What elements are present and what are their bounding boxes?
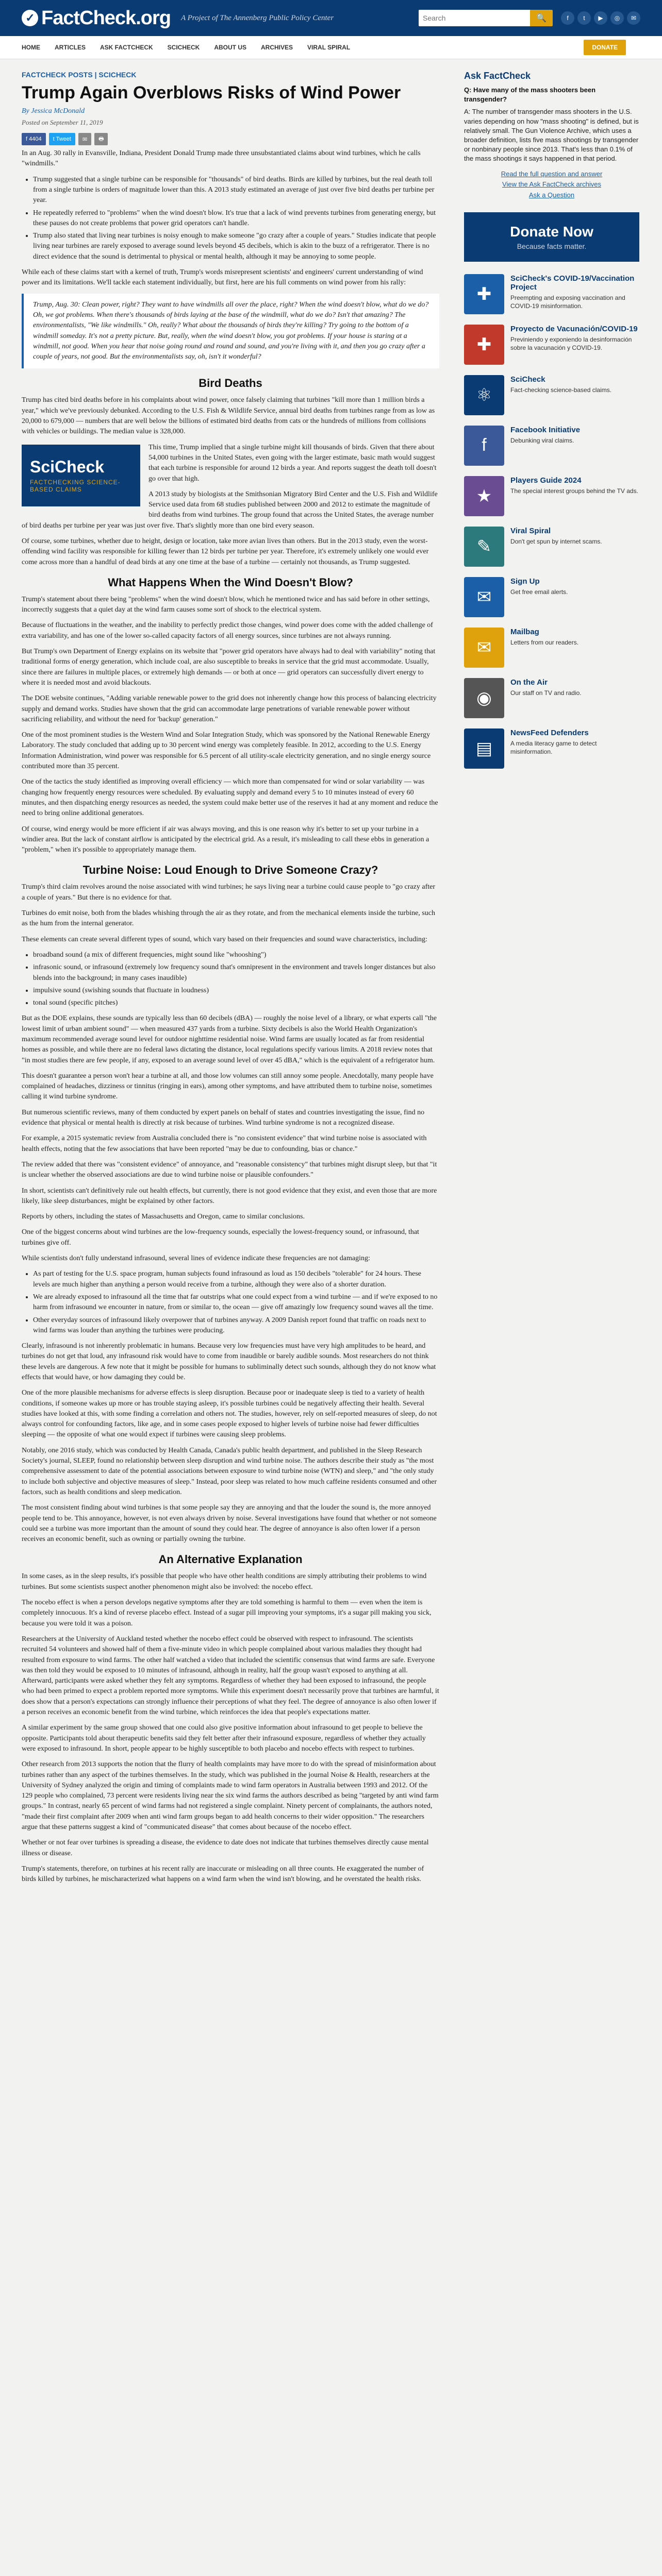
site-logo[interactable] xyxy=(22,7,171,29)
paragraph: This doesn't guarantee a person won't hear a turbine at all, and those low volumes can still annoy some people. Anecdotally, many people have complained of headaches, dizziness or tinnitus (ringing in ears), among other symptoms, and have attributed them to turbine noise, sometimes calling it wind turbine syndrome. xyxy=(22,1072,434,1101)
facebook-icon[interactable]: f xyxy=(561,11,574,25)
list-item: • Trump suggested that a single turbine can be responsible for "thousands" of bird deaths. Birds are killed by turbines, but the real death toll from a single turbine is orders of magnitude lower than this. A 2013 study estimated an average of just over five bird deaths per turbine per year. xyxy=(33,175,439,206)
paragraph: Reports by others, including the states of Massachusetts and Oregon, came to similar conclusions. xyxy=(22,1213,305,1221)
promo-description: Fact-checking science-based claims. xyxy=(510,386,612,394)
promo-item[interactable] xyxy=(464,678,639,718)
checkmark-icon: ✓ xyxy=(22,10,38,26)
main-nav xyxy=(0,36,662,59)
paragraph: Other research from 2013 supports the notion that the flurry of health complaints may have more to do with the spread of misinformation about turbines rather than any aspect of the turbines themselves. In the study, which was published in the journal Noise & Health, researchers at the University of Sydney analyzed the origin and timing of complaints made to wind farm operators in Australia between 1993 and 2012. Of the 129 people who complained, 73 percent were residents living near the six wind farms the authors described as being "targeted by anti wind farm groups." In contrast, nearly 65 percent of wind farms had not registered a single complaint. Ninety percent of complainants, the authors noted, "made their first complaint after 2009 when anti wind farm groups began to add health concerns to their wider opposition." The researchers argue that these patterns suggest a kind of "communicated disease" that comes about because of the nocebo effect. xyxy=(22,1760,439,1831)
paragraph: One of the biggest concerns about wind turbines are the low-frequency sounds, especially the lowest-frequency sound, or infrasound, that turbines give off. xyxy=(22,1228,419,1247)
paragraph: But as the DOE explains, these sounds are typically less than 60 decibels (dBA) — roughly the noise level of a library, or what experts call "the lowest limit of urban ambient sound" — when measured 437 yards from a turbine. Sixty decibels is also the World Health Organization's maximum recommended average sound level for outdoor nighttime residential noise. Wind farms are usually located as far from residential homes as possible, and while there are no federal laws dictating the distance, local regulations specify various limits. A 2018 review notes that "in most studies there are few people, if any, exposed to an average sound level of over 45 dBA," which is the equivalent of a refrigerator hum. xyxy=(22,1014,437,1064)
promo-icon: ⚛ xyxy=(464,375,504,415)
list-item: • Trump also stated that living near turbines is noisy enough to make someone "go crazy after a couple of years." Studies indicate that people living near turbines are rarely exposed to average sound levels beyond 45 decibels, which is akin to the buzz of a refrigerator. There is no direct evidence that the sound is detrimental to physical or mental health, although it may be annoying to some people. xyxy=(33,231,439,262)
paragraph: One of the tactics the study identified as improving overall efficiency — which more than compensated for wind or solar variability — was changing how frequently energy resources were scheduled. By evaluating supply and demand every 5 to 10 minutes instead of every 60 minutes, and then dispatching energy resources as needed, the system could make better use of the reserves it had at any moment and reduce the need to bring online additional generators. xyxy=(22,778,438,818)
promo-description: Our staff on TV and radio. xyxy=(510,689,582,697)
paragraph: Turbines do emit noise, both from the blades whishing through the air as they rotate, and from the mechanical elements inside the turbine, such as the hum from the internal generator. xyxy=(22,909,435,928)
promo-icon: f xyxy=(464,426,504,466)
logo-text: FactCheck.org xyxy=(41,7,171,29)
infrasound-evidence-list xyxy=(22,1269,439,1336)
promo-description: A media literacy game to detect misinformation. xyxy=(510,739,597,756)
nav-articles[interactable]: ARTICLES xyxy=(55,44,86,51)
donate-title: Donate Now xyxy=(510,223,593,240)
paragraph: Clearly, infrasound is not inherently problematic in humans. Because very low frequencies must have very high amplitudes to be heard, and turbines do not get that loud, any infrasound risk would have to come from inaudible or barely audible sounds. Most researchers do not think these levels are dangerous. A few note that it might be possible for humans to subliminally detect such sounds, although they do not know what effects that would have, or how damaging they could be. xyxy=(22,1342,436,1381)
list-item: • As part of testing for the U.S. space program, human subjects found infrasound as loud as 150 decibels "tolerable" for 24 hours. These levels are much higher than anything a person would receive from a turbine, although they were also of a shorter duration. xyxy=(33,1269,439,1290)
promo-item[interactable] xyxy=(464,527,639,567)
ask-question-link[interactable]: Ask a Question xyxy=(528,191,575,199)
list-item: • He repeatedly referred to "problems" when the wind doesn't blow. It's true that a lack of wind prevents turbines from generating energy, but these pauses do not create problems that power grid operators can't handle. xyxy=(33,208,439,229)
tweet-button[interactable]: t Tweet xyxy=(49,133,75,145)
promo-list xyxy=(464,274,639,769)
promo-title[interactable]: Players Guide 2024 xyxy=(510,476,582,485)
promo-icon: ✉ xyxy=(464,577,504,617)
promo-title[interactable]: On the Air xyxy=(510,677,548,687)
promo-title[interactable]: Proyecto de Vacunación/COVID-19 xyxy=(510,324,638,333)
nav-ask-factcheck[interactable]: ASK FACTCHECK xyxy=(100,44,153,51)
promo-title[interactable]: Facebook Initiative xyxy=(510,425,581,434)
paragraph: A 2013 study by biologists at the Smithsonian Migratory Bird Center and the U.S. Fish and Wildlife Service used data from 68 studies published between 2000 and 2012 to estimate the magnitude of bird deaths from wind turbines. The group found that across the United States, the average number of bird deaths per turbine per year was just over five. That's slightly more than one bird every season. xyxy=(22,490,438,530)
promo-description: Debunking viral claims. xyxy=(510,436,574,444)
promo-item[interactable] xyxy=(464,728,639,769)
paragraph: But Trump's own Department of Energy explains on its website that "power grid operators have always had to deal with variability" noting that traditional forms of energy generation, which include coal, are also susceptible to breaks in service that the grid must accommodate. Usually, since there are failures in multiple places, or extremely high demands — or both at once — grid operators can successfully divert energy to where it is needed most and avoid blackouts. xyxy=(22,648,436,687)
ask-archives-link[interactable]: View the Ask FactCheck archives xyxy=(502,180,601,189)
print-icon[interactable]: 🖶 xyxy=(94,133,108,145)
promo-icon: ✚ xyxy=(464,325,504,365)
paragraph: Of course, wind energy would be more efficient if air was always moving, and this is one reason why it's better to set up your turbine in a windier area. But the lack of constant airflow is anticipated by the electrical grid. As a result, it's misleading to call these ebbs in generation a "problem," when it's possible to appropriately manage them. xyxy=(22,825,429,854)
promo-item[interactable] xyxy=(464,577,639,617)
paragraph: For example, a 2015 systematic review from Australia concluded there is "no consistent evidence" that wind turbine noise is associated with health effects, noting that the few associations that have been reported "may be due to confounding, bias or chance." xyxy=(22,1134,427,1153)
ask-factcheck-heading: Ask FactCheck xyxy=(464,71,531,81)
promo-item[interactable] xyxy=(464,325,639,365)
promo-title[interactable]: Mailbag xyxy=(510,627,539,636)
promo-item[interactable] xyxy=(464,476,639,516)
summary-list xyxy=(22,175,439,262)
section-heading-noise: Turbine Noise: Loud Enough to Drive Someone Crazy? xyxy=(82,863,378,877)
promo-icon: ▤ xyxy=(464,728,504,769)
promo-title[interactable]: NewsFeed Defenders xyxy=(510,728,589,737)
promo-item[interactable] xyxy=(464,274,639,314)
paragraph: The review added that there was "consistent evidence" of annoyance, and "reasonable consistency" that turbines might disrupt sleep, but that "it is unclear whether the observed associations are due to wind turbine noise or plausible confounders." xyxy=(22,1160,437,1179)
promo-description: Don't get spun by internet scams. xyxy=(510,537,602,545)
read-full-answer-link[interactable]: Read the full question and answer xyxy=(501,170,603,178)
promo-description: Letters from our readers. xyxy=(510,638,579,646)
share-bar xyxy=(22,133,439,145)
list-item: • broadband sound (a mix of different frequencies, might sound like "whooshing") xyxy=(33,950,439,960)
search-input[interactable] xyxy=(419,10,530,26)
instagram-icon[interactable]: ◎ xyxy=(610,11,624,25)
nav-archives[interactable]: ARCHIVES xyxy=(261,44,293,51)
article xyxy=(22,71,439,1890)
paragraph: In some cases, as in the sleep results, it's possible that people who have other health conditions are simply attributing their problems to wind turbines. But some scientists suspect another phenomenon might also be involved: the nocebo effect. xyxy=(22,1572,427,1591)
email-share-icon[interactable]: ✉ xyxy=(78,133,91,145)
paragraph: A similar experiment by the same group showed that one could also give positive information about infrasound to get people to believe the opposite. Participants told about therapeutic benefits said they felt better after their infrasound exposure, regardless of whether they actually were exposed to infrasound. In short, people appear to be highly susceptible to both placebo and nocebo effects with respect to turbines. xyxy=(22,1724,426,1753)
promo-item[interactable] xyxy=(464,426,639,466)
email-icon[interactable]: ✉ xyxy=(627,11,640,25)
nav-donate-button[interactable]: DONATE xyxy=(584,40,626,55)
promo-icon: ✎ xyxy=(464,527,504,567)
byline[interactable]: By Jessica McDonald xyxy=(22,107,85,115)
search-form xyxy=(419,10,553,26)
paragraph: The nocebo effect is when a person develops negative symptoms after they are told something is harmful to them — even when the item is completely innocuous. It's a kind of reverse placebo effect. Instead of a sugar pill improving your symptoms, it's a sugar pill making you sick, because you were told it was a poison. xyxy=(22,1599,432,1628)
paragraph: One of the most prominent studies is the Western Wind and Solar Integration Study, which was sponsored by the National Renewable Energy Laboratory. The study concluded that adding up to 30 percent wind energy was completely feasible. In 2012, according to the U.S. Energy Information Administration, wind power was responsible for 6.5 percent of all utility-scale electricity generation, and no single energy source contributed more than 35 percent. xyxy=(22,731,431,771)
scicheck-badge[interactable] xyxy=(22,445,140,506)
promo-description: Get free email alerts. xyxy=(510,588,568,596)
paragraph: While scientists don't fully understand infrasound, several lines of evidence indicate these frequencies are not damaging: xyxy=(22,1255,370,1263)
promo-description: The special interest groups behind the TV ads. xyxy=(510,487,638,495)
promo-item[interactable] xyxy=(464,628,639,668)
list-item: • impulsive sound (swishing sounds that fluctuate in loudness) xyxy=(33,986,439,996)
nav-home[interactable]: HOME xyxy=(22,44,40,51)
breadcrumb[interactable]: FACTCHECK POSTS | SCICHECK xyxy=(22,71,137,79)
article-title: Trump Again Overblows Risks of Wind Power xyxy=(22,83,401,103)
list-item: • Other everyday sources of infrasound likely overpower that of turbines anyway. A 2009 Danish report found that traffic on roads next to wind farms was louder than anything the turbines were producing. xyxy=(33,1315,439,1336)
youtube-icon[interactable]: ▶ xyxy=(594,11,607,25)
promo-description: Previniendo y exponiendo la desinformación sobre la vacunación y COVID-19. xyxy=(510,335,632,352)
promo-icon: ★ xyxy=(464,476,504,516)
list-item: • infrasonic sound, or infrasound (extremely low frequency sound that's omnipresent in the environment and travels longer distances but also blends into the background; in many cases inaudible) xyxy=(33,962,439,984)
paragraph: The most consistent finding about wind turbines is that some people say they are annoying and that the louder the sound is, the more annoyed people tend to be. This annoyance, however, is not even always driven by noise. Several investigations have found that whether or not someone could see a turbine was more important than the amount of sound they could hear. The degree of annoyance is also often lower if a person receives an economic benefit, such as owning or partially owning the turbine. xyxy=(22,1504,437,1544)
sidebar xyxy=(464,71,639,1890)
paragraph: This time, Trump implied that a single turbine might kill thousands of birds. Given that there about 54,000 turbines in the United States, even going with the larger estimate, basic math would suggest that each turbine is responsible for around 12 birds a year. And reports suggest the death toll doesn't go over that high. xyxy=(148,443,437,483)
list-item: • We are already exposed to infrasound all the time that far outstrips what one could expect from a wind turbine — and if we're exposed to no harm from infrasound we encounter in nature, from or similar to, the ocean — give off amazingly low frequency sound waves all the time. xyxy=(33,1292,439,1313)
facebook-share-button[interactable]: f 4404 xyxy=(22,133,46,145)
paragraph: Trump's statement about there being "problems" when the wind doesn't blow, which he mentioned twice and has said before in other settings, incorrectly suggests that a quiet day at the wind farm causes some sort of shock to the electrical system. xyxy=(22,595,430,614)
section-heading-wind: What Happens When the Wind Doesn't Blow? xyxy=(108,575,353,589)
donate-subtitle: Because facts matter. xyxy=(517,242,587,250)
paragraph: In short, scientists can't definitively rule out health effects, but currently, there is not good evidence that they exist, and even those that are more likely, like sleep disturbances, might be explained by other factors. xyxy=(22,1187,437,1205)
paragraph: Of course, some turbines, whether due to height, design or location, take more avian lives than others. But in the 2013 study, even the worst-offending wind facility was responsible for killing fewer than 12 birds per turbine per year. Therefore, it's extremely unlikely one would ever come across more than a handful of dead birds at any one time at the base of a turbine — certainly not thousands, as Trump suggested. xyxy=(22,537,429,566)
ask-question: Q: Have many of the mass shooters been transgender? xyxy=(464,86,596,104)
scicheck-badge-title: SciCheck xyxy=(30,457,105,477)
paragraph: Because of fluctuations in the weather, and the inability to perfectly predict those changes, wind power does come with the added challenge of extra variability, and has one of the lower so-called capacity factors of all energy sources, since turbines are not always running. xyxy=(22,621,433,640)
promo-title[interactable]: SciCheck's COVID-19/Vaccination Project xyxy=(510,274,635,292)
tagline: A Project of The Annenberg Public Policy Center xyxy=(180,13,334,22)
paragraph: Whether or not fear over turbines is spreading a disease, the evidence to date does not indicate that turbines themselves directly cause mental illness or disease. xyxy=(22,1839,429,1857)
paragraph: Trump's third claim revolves around the noise associated with wind turbines; he says living near a turbine could cause people to "go crazy after a couple of years." But there is no evidence for that. xyxy=(22,883,436,902)
intro-paragraph: In an Aug. 30 rally in Evansville, Indiana, President Donald Trump made three unsubstantiated claims about wind turbines, which he calls "windmills." xyxy=(22,149,421,168)
ask-links xyxy=(464,169,639,201)
paragraph: Notably, one 2016 study, which was conducted by Health Canada, Canada's public health department, and published in the Sleep Research Society's journal, SLEEP, found no relationship between sleep disruption and wind turbine noise. The authors describe their study as "the most comprehensive assessment to date of the potential associations between exposure to wind turbine noise (WTN) and sleep," and "the only study to include both subjective and objective measures of sleep." Instead, poor sleep was related to how much caffeine residents consumed and other factors, such as health conditions and sleep medication. xyxy=(22,1446,437,1496)
trump-quote: Trump, Aug. 30: Clean power, right? They want to have windmills all over the place, right? When the wind doesn't blow, what do we do? Oh, we got problems. When there's thousands of birds laying at the base of the windmill, what do we do? Isn't that amazing? The environmentalists, "We like windmills." Oh, really? What about the thousands of birds they're killing? Try going to the bottom of a windmill someday. It's not a pretty picture. But, really, when the wind doesn't blow, you got problems. If your house is staring at a windmill, not good. When you hear that noise going round and round and sound, and you're living with it, and then you go crazy after a couple of years, not good. But the environmentalists say, oh, isn't it wonderful? xyxy=(22,294,439,369)
promo-title[interactable]: SciCheck xyxy=(510,375,545,384)
nav-viral-spiral[interactable]: VIRAL SPIRAL xyxy=(307,44,351,51)
list-item: • tonal sound (specific pitches) xyxy=(33,998,439,1008)
scicheck-badge-subtitle: FACTCHECKING SCIENCE-BASED CLAIMS xyxy=(30,479,121,494)
ask-answer: A: The number of transgender mass shooters in the U.S. varies depending on how "mass shooting" is defined, but is relatively small. The Gun Violence Archive, which uses a broader definition, lists five mass shootings by transgender or nonbinary people since 2013. That's less than 0.1% of the mass shootings it says happened in that period. xyxy=(464,108,639,163)
paragraph: These elements can create several different types of sound, which vary based on their frequencies and sound wave characteristics, including: xyxy=(22,935,427,943)
paragraph: But numerous scientific reviews, many of them conducted by expert panels on behalf of states and countries investigating the issue, find no evidence that physical or mental health is directly at risk because of turbines. Wind turbine syndrome is not a recognized disease. xyxy=(22,1108,425,1127)
donate-banner[interactable] xyxy=(464,212,639,262)
section-heading-alternative: An Alternative Explanation xyxy=(158,1553,303,1566)
section-heading-bird-deaths: Bird Deaths xyxy=(198,377,262,390)
site-header xyxy=(0,0,662,36)
paragraph: Trump's statements, therefore, on turbines at his recent rally are inaccurate or misleading on all three counts. He exaggerated the number of birds killed by turbines, he mischaracterized what happens on a wind farm when the wind isn't blowing, and he overstated the health risks. xyxy=(22,1865,424,1884)
promo-description: Preempting and exposing vaccination and COVID-19 misinformation. xyxy=(510,294,625,310)
sound-types-list xyxy=(22,950,439,1008)
promo-icon: ◉ xyxy=(464,678,504,718)
paragraph: Researchers at the University of Auckland tested whether the nocebo effect could be observed with respect to infrasound. The scientists recruited 54 volunteers and showed half of them a five-minute video in which people complained about various maladies they thought had resulted from exposure to wind farms. The other half watched a video that included the scientific consensus that wind farms are safe. Everyone was then told they would be exposed to 10 minutes of infrasound, although in reality, half the group wasn't exposed to anything at all. Afterward, participants were asked whether they felt any symptoms. Regardless of whether they had been exposed to infrasound, the people who had been primed to expect a problem reported more symptoms. While this experiment doesn't necessarily prove that turbines are harmful, it does show that a person's expectations can strongly influence their perceptions of what they feel. The degree of annoyance is also often lower if a person receives an economic benefit from the wind turbine, which reinforces the idea that people's expectations matter. xyxy=(22,1635,439,1717)
search-button[interactable]: 🔍 xyxy=(530,10,553,26)
promo-item[interactable] xyxy=(464,375,639,415)
promo-title[interactable]: Sign Up xyxy=(510,577,540,586)
promo-icon: ✉ xyxy=(464,628,504,668)
social-links xyxy=(561,11,640,25)
paragraph: Trump has cited bird deaths before in his complaints about wind power, once falsely claiming that turbines "kill more than 1 million birds a year," which we've previously debunked. According to the U.S. Fish & Wildlife Service, annual bird deaths from turbines range from as low as 20,000 to 679,000 — numbers that are well below the billions of estimated bird deaths from cats or the hundreds of millions from collisions with vehicles or buildings. The median value is 328,000. xyxy=(22,396,435,436)
nav-about-us[interactable]: ABOUT US xyxy=(214,44,247,51)
promo-title[interactable]: Viral Spiral xyxy=(510,526,551,535)
paragraph: While each of these claims start with a kernel of truth, Trump's words misrepresent scientists' and engineers' current understanding of wind power and its limitations. We'll tackle each statement individually, but first, here are his full comments on wind power from his rally: xyxy=(22,268,423,287)
paragraph: The DOE website continues, "Adding variable renewable power to the grid does not inherently change how this process of balancing electricity supply and demand works. Studies have shown that the grid can accommodate large penetrations of variable renewable power without sacrificing reliability, and without the need for 'backup' generation." xyxy=(22,694,437,723)
promo-icon: ✚ xyxy=(464,274,504,314)
twitter-icon[interactable]: t xyxy=(577,11,591,25)
paragraph: One of the more plausible mechanisms for adverse effects is sleep disruption. Because poor or inadequate sleep is tied to a variety of health conditions, if someone wakes up more or has trouble staying asleep, it's possible turbines could be negatively affecting their health. Several studies have looked at this, with some finding a correlation and others not. The studies, however, rely on self-reported measures of sleep, do not always control for confounding factors, like age, and in some cases people exposed to higher levels of turbine noise had fewer difficulties sleeping — the opposite of what one would expect if turbines were causing sleep problems. xyxy=(22,1389,437,1439)
nav-scicheck[interactable]: SCICHECK xyxy=(167,44,200,51)
posted-date: Posted on September 11, 2019 xyxy=(22,118,103,127)
